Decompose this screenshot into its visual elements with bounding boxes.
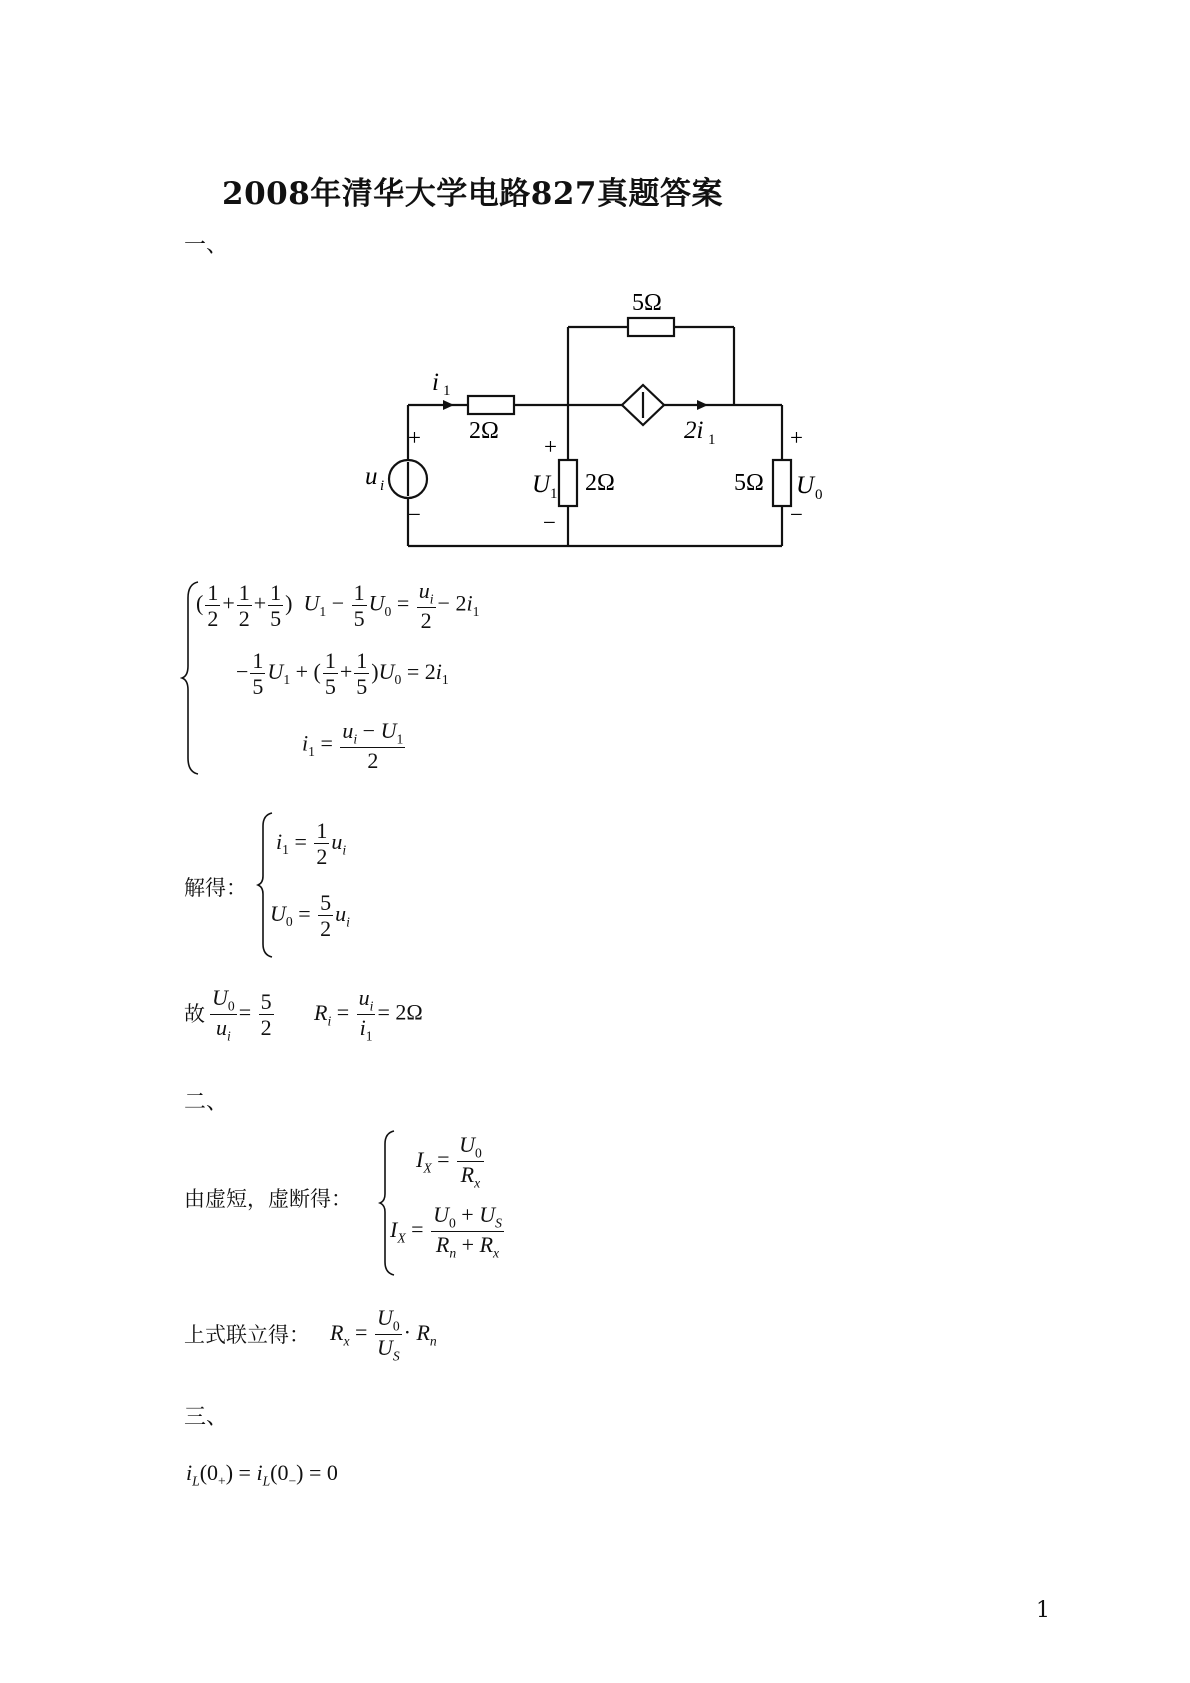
label-u0-sub: 0 [815,487,823,503]
equation-node-1: ( $\frac{1}{2}$ + $\frac{1}{2}$ + $\frac{1}{5}$ ) $U_1$ − $\frac{1}{5}$ $U_0$ = $\frac{u_i}{2}$ − $2i_1$ [196,578,480,634]
equation-i1: $i_1$ = $\frac{u_i - U_1}{2}$ [302,718,404,774]
label-ui: u [365,463,378,490]
label-u0: U [796,472,815,499]
label-dep: 2i [684,417,704,444]
arrow-dep-icon [697,400,708,410]
label-dep-sub: 1 [708,432,716,448]
label-source-plus: + [408,425,421,450]
result-ri: $R_i$ = $\frac{u_i}{i_1}$ = 2Ω [314,985,423,1044]
arrow-i1-icon [443,400,454,410]
resistor-5ohm-load [773,460,791,506]
label-r-load: 5Ω [734,470,764,496]
label-i1: i [432,369,439,396]
resistor-2ohm-series [468,396,514,414]
solve-label: 解得： [184,876,247,900]
label-u0-plus: + [790,425,803,450]
solution-i1: $i_1$ = $\frac{1}{2}$ $u_i$ [276,818,347,870]
label-u1-plus: + [544,434,557,459]
label-u0-minus: − [790,502,803,527]
label-ui-sub: i [380,478,385,494]
virtual-label: 由虚短，虚断得： [184,1187,352,1211]
equation-ix-1: $I_X$ = $\frac{U_0}{R_x}$ [416,1132,482,1191]
circuit-diagram [330,260,850,550]
equation-ix-2: $I_X$ = $\frac{U_0 + U_S}{R_n + R_x}$ [390,1202,502,1261]
result-gain: $\frac{U_0}{u_i}$ = $\frac{5}{2}$ [212,985,272,1044]
solution-u0: $U_0$ = $\frac{5}{2}$ $u_i$ [270,890,350,942]
combine-label: 上式联立得： [184,1323,310,1347]
label-i1-sub: 1 [443,383,451,399]
label-r-shunt: 2Ω [585,470,615,496]
label-r-series: 2Ω [469,418,499,444]
resistor-2ohm-shunt [559,460,577,506]
label-source-minus: − [408,502,421,527]
so-label: 故 [184,1002,205,1026]
initial-condition: $i_L(0_+) = i_L(0_-) = 0$ [186,1460,338,1489]
label-u1-minus: − [543,510,556,535]
section-1-label: 一、 [184,233,229,258]
equation-node-2: − $\frac{1}{5}$ $U_1$ + ( $\frac{1}{5}$ + $\frac{1}{5}$ )$U_0 = 2i_1$ [236,648,449,700]
page-title: 2008年清华大学电路827真题答案 [222,176,723,212]
page-number: 1 [1036,1598,1050,1623]
section-2-label: 二、 [184,1090,229,1115]
section-3-label: 三、 [184,1405,229,1430]
resistor-5ohm-top [628,318,674,336]
label-u1-sub: 1 [550,486,558,502]
result-rx: $R_x$ = $\frac{U_0}{U_S}$ · $R_n$ [330,1305,437,1364]
label-u1: U [532,471,551,498]
label-r-top: 5Ω [632,290,662,316]
